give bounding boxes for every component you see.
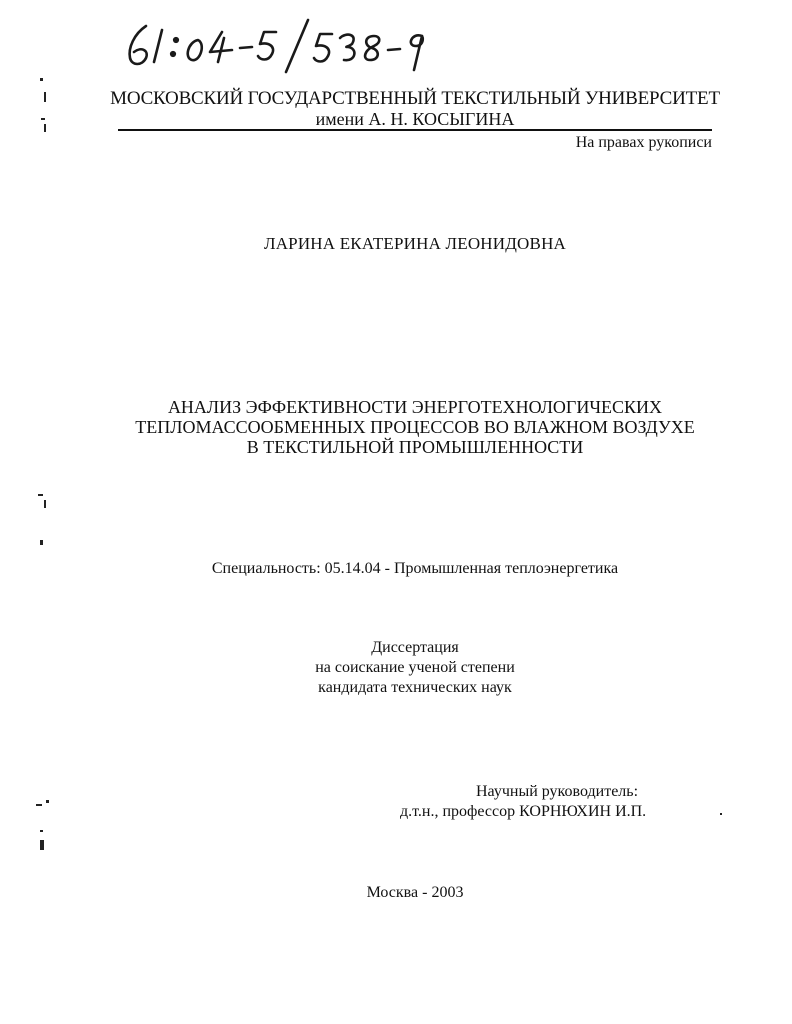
scan-speck [38,494,43,496]
scan-speck [44,500,46,508]
supervisor-block [400,782,730,822]
dissertation-degree-block [250,638,580,698]
scan-speck [44,124,46,132]
handwritten-registration-number [118,14,438,76]
title-line: АНАЛИЗ ЭФФЕКТИВНОСТИ ЭНЕРГОТЕХНОЛОГИЧЕСКИХ [167,397,663,417]
supervisor-name: д.т.н., профессор КОРНЮХИН И.П. [400,803,647,820]
scan-speck [41,118,45,120]
degree-line: Диссертация [371,639,459,656]
scan-speck [720,813,722,815]
scan-speck [40,840,44,850]
university-named-after: имени А. Н. КОСЫГИНА [315,109,515,129]
degree-line: на соискание ученой степени [315,659,515,676]
specialty: Специальность: 05.14.04 - Промышленная теплоэнергетика [211,560,619,577]
title-line: ТЕПЛОМАССООБМЕННЫХ ПРОЦЕССОВ ВО ВЛАЖНОМ ВОЗДУХЕ [135,417,695,437]
author-name: ЛАРИНА ЕКАТЕРИНА ЛЕОНИДОВНА [263,234,567,253]
city-year: Москва - 2003 [366,884,464,901]
scan-speck [36,804,42,806]
rights-notice: На правах рукописи [575,134,712,151]
scan-speck [44,92,46,102]
scan-speck [40,830,43,832]
university-name: МОСКОВСКИЙ ГОСУДАРСТВЕННЫЙ ТЕКСТИЛЬНЫЙ УНИВЕРСИТЕТ [110,88,720,109]
supervisor-label: Научный руководитель: [476,783,639,800]
title-line: В ТЕКСТИЛЬНОЙ ПРОМЫШЛЕННОСТИ [246,437,584,457]
handwriting-mark [118,14,438,76]
scan-speck [40,78,43,81]
scan-speck [40,540,43,545]
degree-line: кандидата технических наук [318,679,512,696]
header-divider [118,129,712,131]
scan-speck [46,800,49,803]
dissertation-title [90,397,740,457]
